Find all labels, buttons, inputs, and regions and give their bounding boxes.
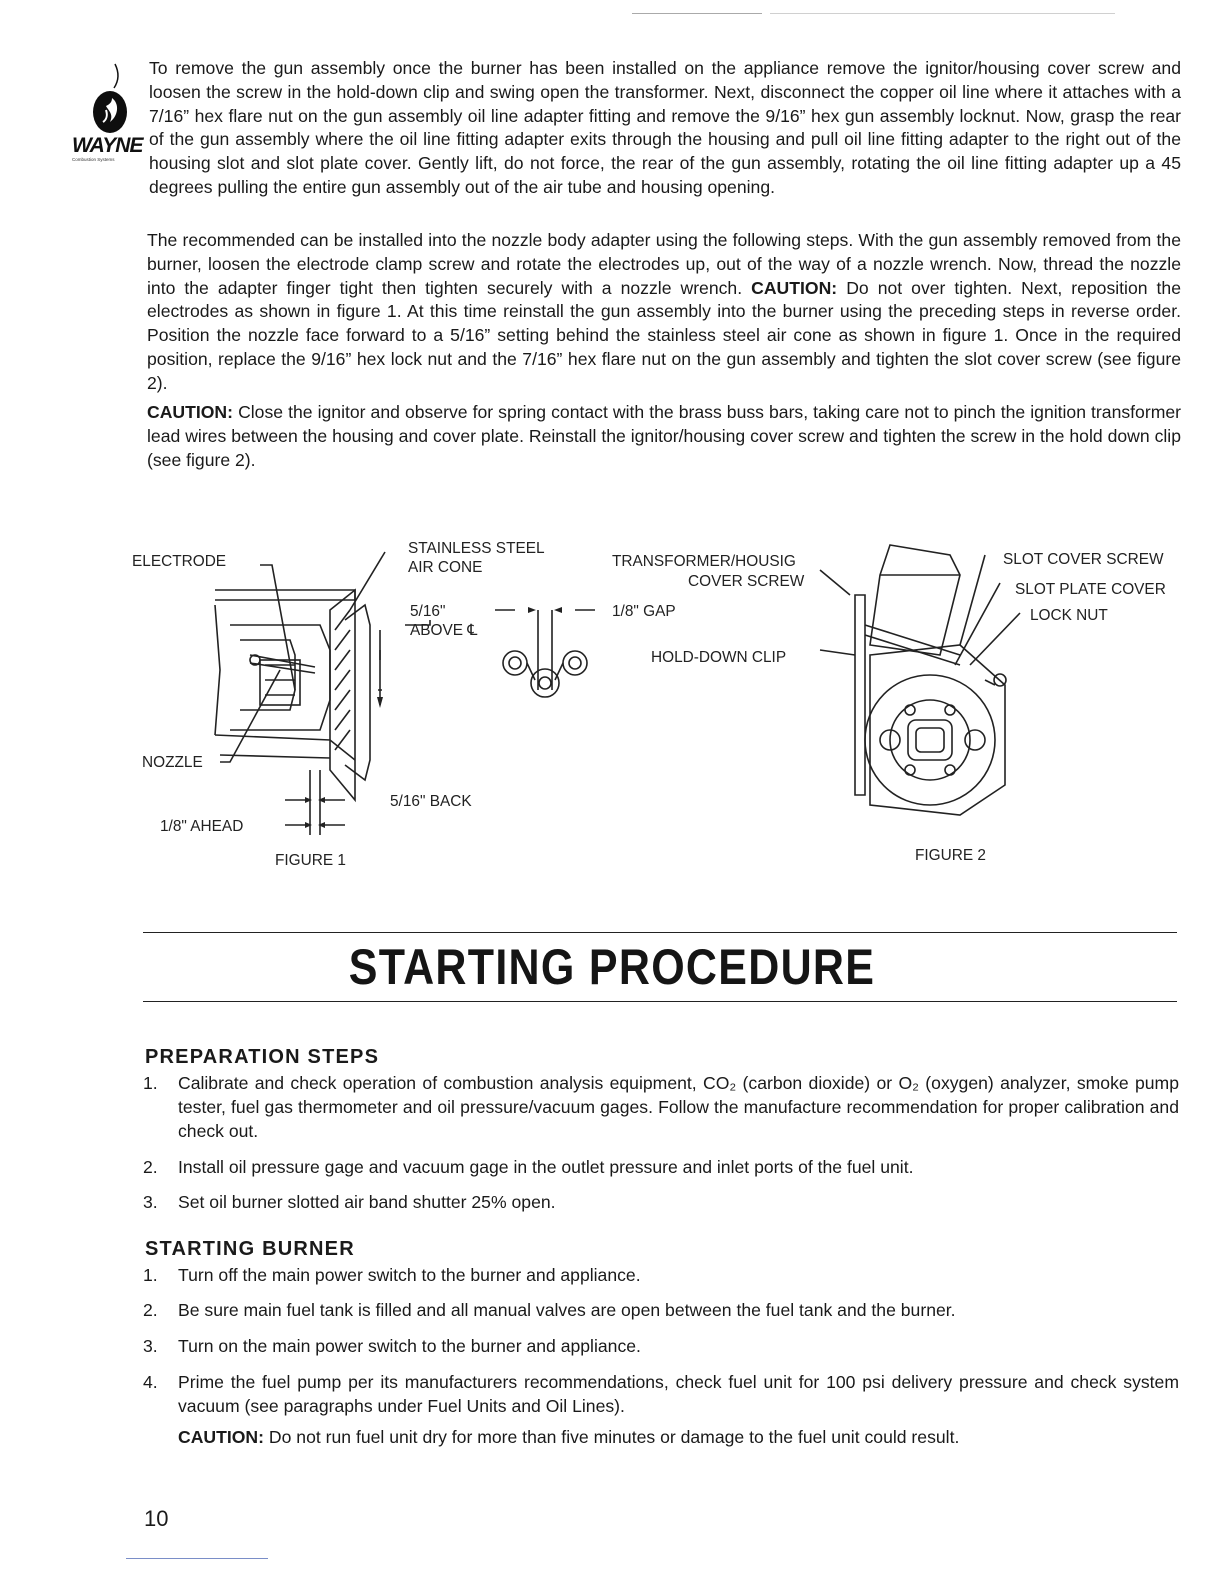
scan-line — [632, 13, 762, 14]
figure-2-caption: FIGURE 2 — [915, 847, 986, 864]
start-step-4-text: Prime the fuel pump per its manufacturers recommendations, check fuel unit for 100 psi delivery pressure and check system vacuum (see paragraphs under Fuel Units and Oil Lines). — [178, 1372, 1179, 1416]
start-step-2-text: Be sure main fuel tank is filled and all manual valves are open between the fuel tank and the burner. — [178, 1300, 956, 1320]
centerline-symbol: ℄ — [467, 622, 478, 639]
paragraph-nozzle-install-b: Do not over tighten. Next, reposition the electrodes as shown in figure 1. At this time reinstall the gun assembly into the burner using the preceding steps in reverse order. Position the nozzle face forward to a 5/16” setting behind the stainless steel air cone as shown in figure 1. Once in the required position, replace the 9/16” hex lock nut and the 7/16” hex flare nut on the gun assembly and tighten the slot cover screw (see figure 2). — [147, 277, 1182, 393]
paragraph-ignitor-caution-text: Close the ignitor and observe for spring contact with the brass buss bars, taking care not to pinch the ignition transformer lead wires between the housing and cover plate. Reinstall the ignitor/housing cover screw and tighten the screw in the hold down clip (see figure 2). — [147, 402, 1181, 470]
footer-line — [126, 1558, 268, 1559]
start-step-1 — [143, 1264, 1179, 1288]
scan-line — [770, 13, 1115, 14]
label-above: ABOVE — [410, 622, 464, 639]
start-step-3 — [143, 1335, 1179, 1359]
label-above-cl — [410, 622, 477, 640]
section-rule-bottom — [143, 1001, 1177, 1002]
label-air-cone-line2: AIR CONE — [408, 559, 483, 576]
start-step-3-num: 3. — [143, 1336, 158, 1356]
label-air-cone-line1: STAINLESS STEEL — [408, 540, 545, 557]
prep-step-2-num: 2. — [143, 1157, 158, 1177]
start-caution-text — [178, 1426, 1179, 1450]
section-rule-top — [143, 932, 1177, 933]
start-step-1-num: 1. — [143, 1265, 158, 1285]
label-transformer-cover-screw-line2: COVER SCREW — [688, 573, 805, 590]
paragraph-nozzle-install — [147, 229, 1181, 396]
prep-step-1-num: 1. — [143, 1073, 158, 1093]
start-step-4-num: 4. — [143, 1372, 158, 1392]
page-number: 10 — [144, 1506, 169, 1531]
start-step-1-text: Turn off the main power switch to the burner and appliance. — [178, 1265, 641, 1285]
start-caution — [143, 1426, 1179, 1450]
wayne-logo-text: WAYNE — [72, 134, 143, 157]
caution-label: CAUTION: — [147, 402, 234, 422]
figure-1-caption: FIGURE 1 — [275, 852, 346, 869]
wayne-logo-subtext: Combustion Systems — [72, 157, 115, 162]
start-step-4 — [143, 1371, 1179, 1419]
caution-label: CAUTION: — [178, 1427, 265, 1447]
label-nozzle: NOZZLE — [142, 754, 203, 771]
prep-step-1-text: Calibrate and check operation of combustion analysis equipment, CO₂ (carbon dioxide) or O₂ (oxygen) analyzer, smoke pump tester, fuel gas thermometer and oil pressure/vacuum gages. Follow the manufacture recommendation for proper calibration and check out. — [178, 1073, 1179, 1141]
figure-2-drawing — [810, 535, 1030, 835]
caution-label: CAUTION: — [751, 277, 838, 298]
label-electrode: ELECTRODE — [132, 553, 227, 570]
label-5-16-above: 5/16" — [410, 603, 446, 620]
label-hold-down-clip: HOLD-DOWN CLIP — [651, 649, 787, 666]
prep-step-3 — [143, 1191, 1179, 1215]
paragraph-ignitor-caution — [147, 401, 1181, 472]
label-transformer-cover-screw-line1: TRANSFORMER/HOUSIG — [612, 553, 796, 570]
figure-1-drawing — [120, 530, 640, 850]
start-step-2 — [143, 1299, 1179, 1323]
paragraph-nozzle-install-a: The recommended can be installed into the nozzle body adapter using the following steps. With the gun assembly removed from the burner, loosen the electrode clamp screw and rotate the electrodes up, out of the way of a nozzle wrench. Now, thread the nozzle into the adapter finger tight then tighten securely with a nozzle wrench. — [147, 230, 1181, 298]
section-title: STARTING PROCEDURE — [348, 939, 876, 995]
label-gap: 1/8" GAP — [612, 603, 676, 620]
label-1-8-ahead: 1/8" AHEAD — [160, 818, 244, 835]
prep-step-2 — [143, 1156, 1179, 1180]
prep-step-3-num: 3. — [143, 1192, 158, 1212]
starting-burner-heading: STARTING BURNER — [145, 1238, 355, 1260]
label-slot-plate-cover: SLOT PLATE COVER — [1015, 581, 1166, 598]
label-5-16-back: 5/16" BACK — [390, 793, 472, 810]
start-step-2-num: 2. — [143, 1300, 158, 1320]
start-caution-body: Do not run fuel unit dry for more than five minutes or damage to the fuel unit could result. — [268, 1427, 960, 1447]
label-lock-nut: LOCK NUT — [1030, 607, 1108, 624]
label-slot-cover-screw: SLOT COVER SCREW — [1003, 551, 1164, 568]
prep-step-1 — [143, 1072, 1179, 1143]
start-step-3-text: Turn on the main power switch to the burner and appliance. — [178, 1336, 641, 1356]
paragraph-gun-removal: To remove the gun assembly once the burner has been installed on the appliance remove the ignitor/housing cover screw and loosen the screw in the hold-down clip and swing open the transformer. Next, disconnect the copper oil line where it attaches with a 7/16” hex flare nut on the gun assembly oil line adapter fitting and remove the 9/16” hex gun assembly locknut. Now, grasp the rear of the gun assembly where the oil line fitting adapter exits through the housing and pull oil line fitting adapter to the right out of the housing slot and slot plate cover. Gently lift, do not force, the rear of the gun assembly, rotating the oil line fitting adapter up a 45 degrees pulling the entire gun assembly out of the air tube and housing opening. — [149, 58, 1181, 197]
prep-step-3-text: Set oil burner slotted air band shutter 25% open. — [178, 1192, 556, 1212]
preparation-heading: PREPARATION STEPS — [145, 1046, 380, 1068]
prep-step-2-text: Install oil pressure gage and vacuum gage in the outlet pressure and inlet ports of the fuel unit. — [178, 1157, 914, 1177]
